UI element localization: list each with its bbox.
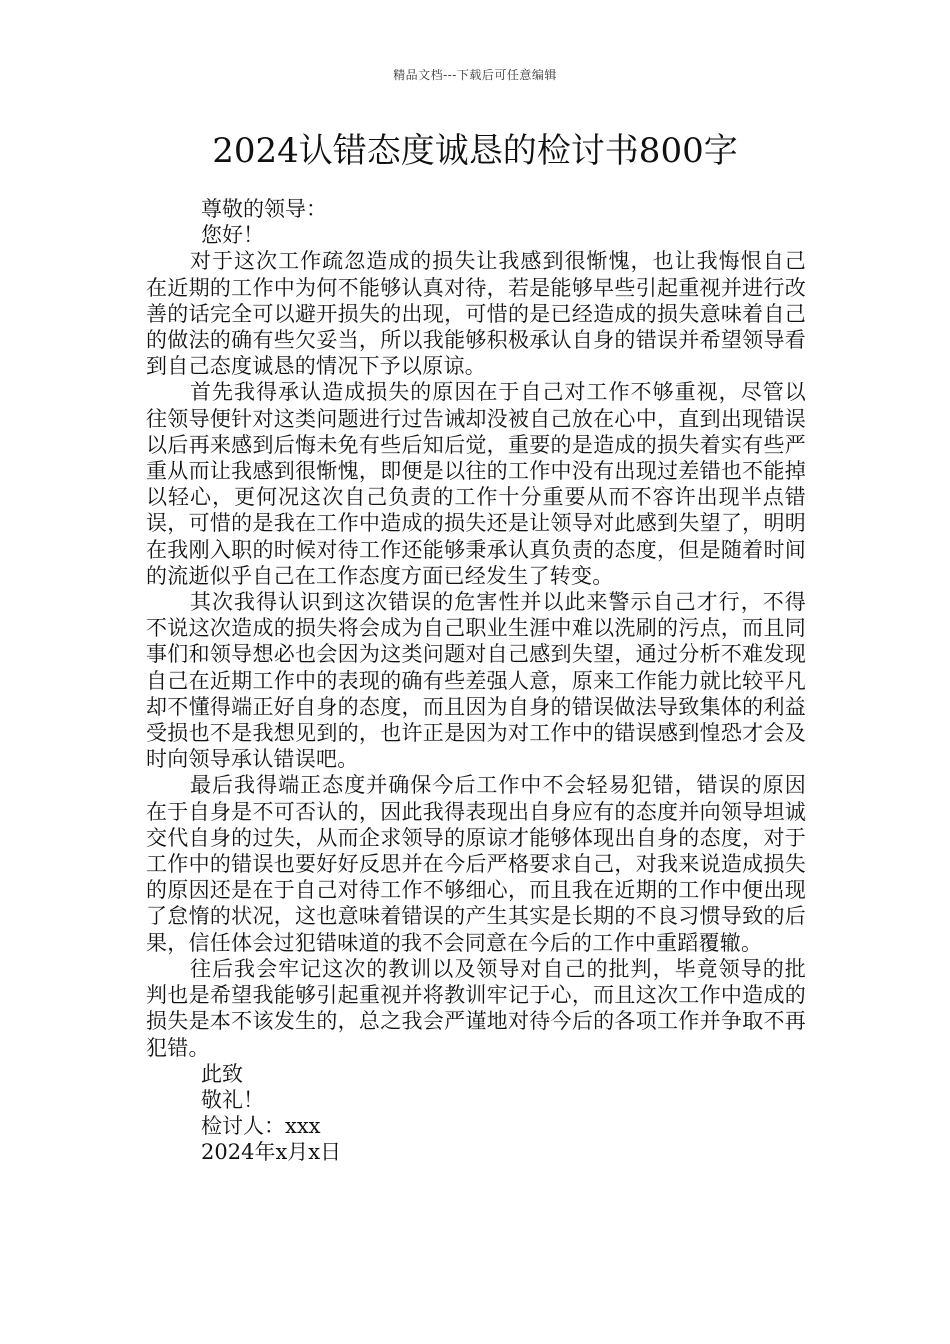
signature: 检讨人：xxx [201, 1114, 321, 1139]
letter-body [146, 196, 806, 1166]
closing: 此致 [201, 1061, 243, 1086]
greeting: 您好！ [201, 223, 264, 248]
paragraph-5: 往后我会牢记这次的教训以及领导对自己的批判，毕竟领导的批判也是希望我能够引起重视并将教训牢记于心，而且这次工作中造成的损失是本不该发生的，总之我会严谨地对待今后的各项工作并争取不再犯错。 [146, 956, 806, 1060]
paragraph-1: 对于这次工作疏忽造成的损失让我感到很惭愧，也让我悔恨自己在近期的工作中为何不能够认真对待，若是能够早些引起重视并进行改善的话完全可以避开损失的出现，可惜的是已经造成的损失意味着自己的做法的确有些欠妥当，所以我能够积极承认自身的错误并希望领导看到自己态度诚恳的情况下予以原谅。 [146, 249, 806, 379]
paragraph-4: 最后我得端正态度并确保今后工作中不会轻易犯错，错误的原因在于自身是不可否认的，因此我得表现出自身应有的态度并向领导坦诚交代自身的过失，从而企求领导的原谅才能够体现出自身的态度，对于工作中的错误也要好好反思并在今后严格要求自己，对我来说造成损失的原因还是在于自己对待工作不够细心，而且我在近期的工作中便出现了怠惰的状况，这也意味着错误的产生其实是长期的不良习惯导致的后果，信任体会过犯错味道的我不会同意在今后的工作中重蹈覆辙。 [146, 773, 806, 955]
paragraph-2: 首先我得承认造成损失的原因在于自己对工作不够重视，尽管以往领导便针对这类问题进行过告诫却没被自己放在心中，直到出现错误以后再来感到后悔未免有些后知后觉，重要的是造成的损失着实有些严重从而让我感到很惭愧，即便是以往的工作中没有出现过差错也不能掉以轻心，更何况这次自己负责的工作十分重要从而不容许出现半点错误，可惜的是我在工作中造成的损失还是让领导对此感到失望了，明明在我刚入职的时候对待工作还能够秉承认真负责的态度，但是随着时间的流逝似乎自己在工作态度方面已经发生了转变。 [146, 380, 806, 588]
document-title: 2024认错态度诚恳的检讨书800字 [212, 131, 738, 171]
date: 2024年x月x日 [201, 1140, 342, 1165]
header-note: 精品文档---下载后可任意编辑 [393, 68, 557, 82]
paragraph-3: 其次我得认识到这次错误的危害性并以此来警示自己才行，不得不说这次造成的损失将会成为自己职业生涯中难以洗刷的污点，而且同事们和领导想必也会因为这类问题对自己感到失望，通过分析不难发现自己在近期工作中的表现的确有些差强人意，原来工作能力就比较平凡却不懂得端正好自身的态度，而且因为自身的错误做法导致集体的利益受损也不是我想见到的，也许正是因为对工作中的错误感到惶恐才会及时向领导承认错误吧。 [146, 590, 806, 772]
salutation: 尊敬的领导： [201, 197, 327, 221]
regards: 敬礼！ [201, 1087, 264, 1112]
